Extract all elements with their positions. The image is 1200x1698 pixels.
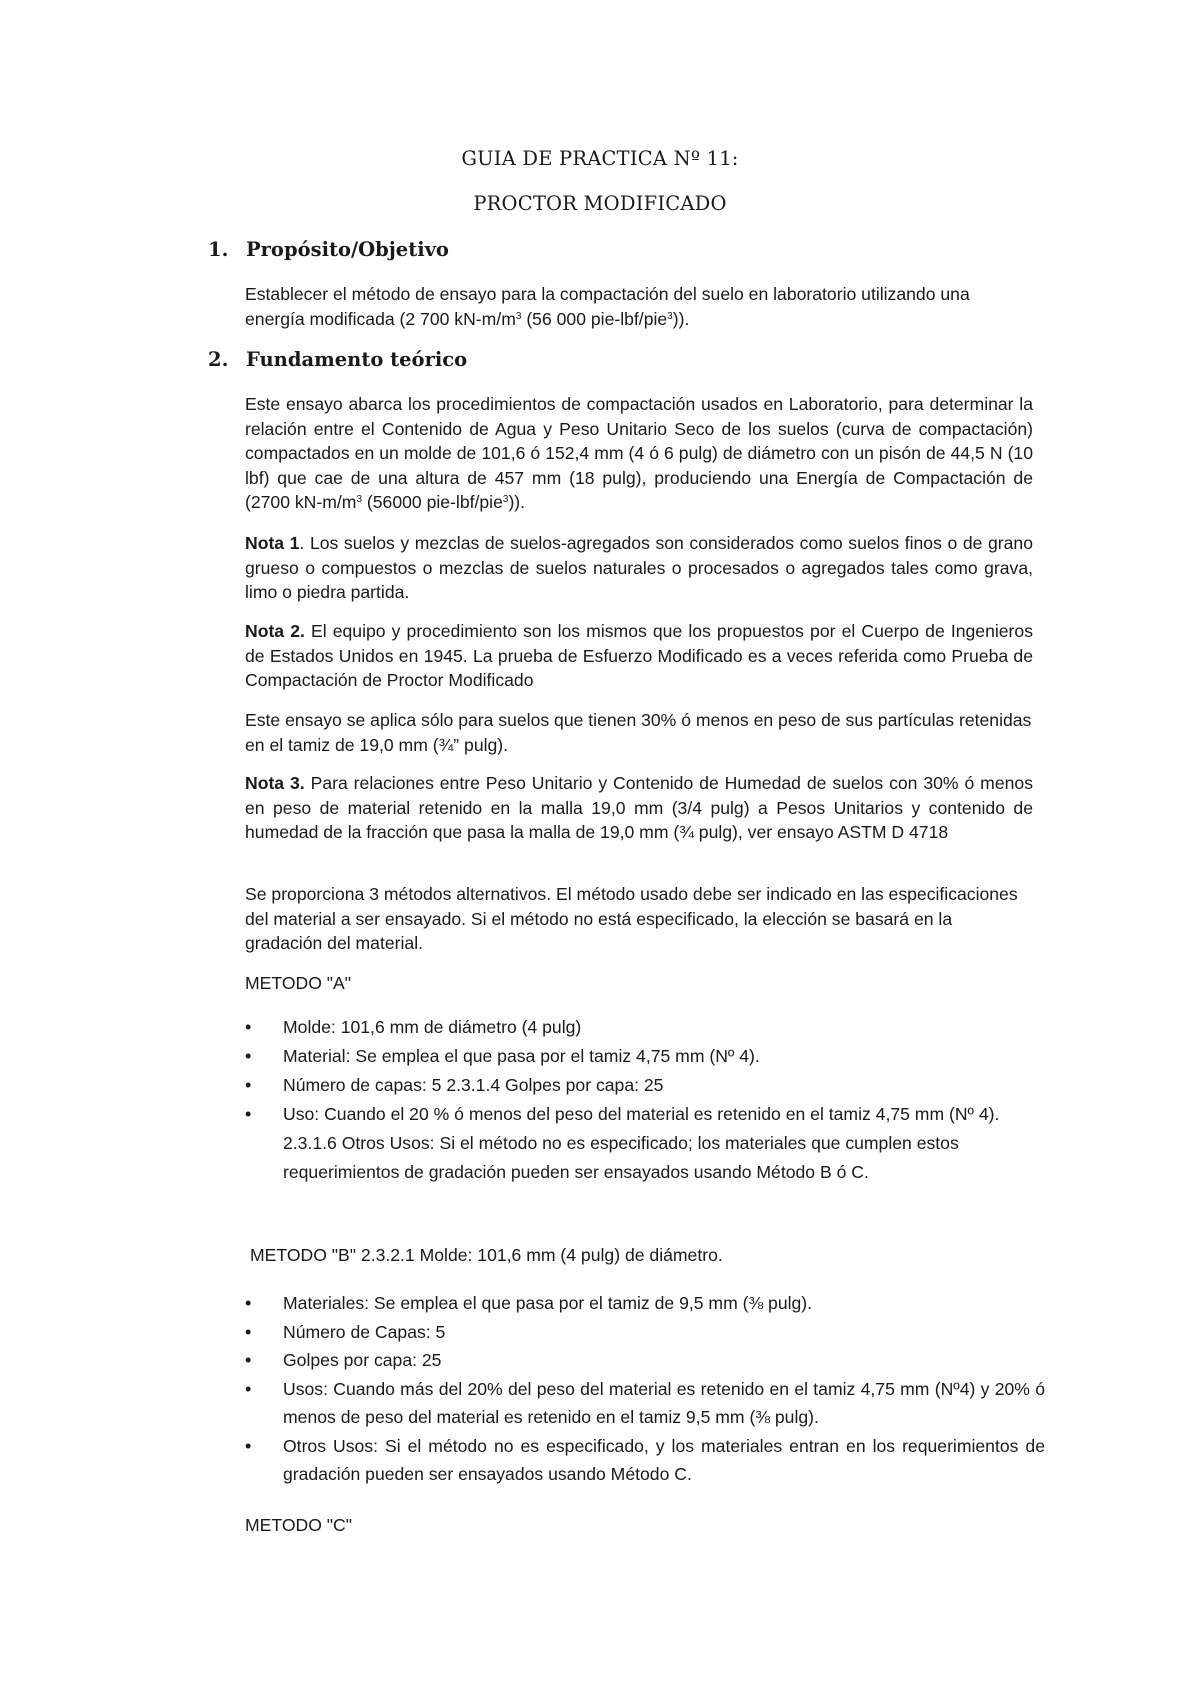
method-a-list — [245, 1013, 1045, 1187]
note-3: Nota 3. Para relaciones entre Peso Unitario y Contenido de Humedad de suelos con 30% ó menos en peso de material retenido en la malla 19,0 mm (3/4 pulg) a Pesos Unitarios y contenido de humedad de la fracción que pasa la malla de 19,0 mm (¾ pulg), ver ensayo ASTM D 4718 — [245, 773, 1033, 842]
method-b-list — [245, 1289, 1045, 1489]
list-item: • Usos: Cuando más del 20% del peso del material es retenido en el tamiz 4,75 mm (Nº4) y 20% ó menos de peso del material es retenido en el tamiz 9,5 mm (⅜ pulg). — [245, 1375, 1045, 1432]
section-number: 1. — [208, 238, 229, 261]
section-number: 2. — [208, 348, 229, 371]
page-title: GUIA DE PRACTICA Nº 11: — [461, 147, 739, 170]
list-item: • Uso: Cuando el 20 % ó menos del peso del material es retenido en el tamiz 4,75 mm (Nº 4). 2.3.1.6 Otros Usos: Si el método no es especificado; los materiales que cumplen estos requerimientos de gradación pueden ser ensayados usando Método B ó C. — [245, 1100, 1045, 1187]
list-item: • Número de capas: 5 2.3.1.4 Golpes por capa: 25 — [245, 1071, 1045, 1100]
theory-paragraph: Este ensayo abarca los procedimientos de compactación usados en Laboratorio, para determinar la relación entre el Contenido de Agua y Peso Unitario Seco de los suelos (curva de compactación) compactados en un molde de 101,6 ó 152,4 mm (4 ó 6 pulg) de diámetro con un pisón de 44,5 N (10 lbf) que cae de una altura de 457 mm (18 pulg), produciendo una Energía de Compactación de (2700 $kN-m/m^3$ (56000 pie-lbf/pie$^3$)). — [245, 394, 1033, 512]
note-label: Nota 3. — [245, 773, 305, 793]
note-2: Nota 2. El equipo y procedimiento son los mismos que los propuestos por el Cuerpo de Ingenieros de Estados Unidos en 1945. La prueba de Esfuerzo Modificado es a veces referida como Prueba de Compactación de Proctor Modificado — [245, 621, 1033, 690]
methods-paragraph: Se proporciona 3 métodos alternativos. El método usado debe ser indicado en las especificaciones del material a ser ensayado. Si el método no está especificado, la elección se basará en la gradación del material. — [245, 884, 1018, 953]
section-title: Fundamento teórico — [246, 348, 468, 371]
note-label: Nota 1 — [245, 533, 300, 553]
page-subtitle: PROCTOR MODIFICADO — [473, 192, 727, 215]
list-item: • Materiales: Se emplea el que pasa por el tamiz de 9,5 mm (⅜ pulg). — [245, 1289, 1045, 1318]
method-a-heading: METODO "A" — [245, 973, 352, 993]
list-item: • Número de Capas: 5 — [245, 1318, 1045, 1347]
section-heading-objective — [208, 238, 449, 261]
list-item: • Molde: 101,6 mm de diámetro (4 pulg) — [245, 1013, 1045, 1042]
objective-paragraph: Establecer el método de ensayo para la compactación del suelo en laboratorio utilizando una energía modificada (2 700 $kN-m/m^3$ (56 000 pie-lbf/pie$^3$)). — [245, 284, 970, 329]
section-heading-theory — [208, 348, 467, 371]
section-title: Propósito/Objetivo — [246, 238, 449, 261]
applies-paragraph: Este ensayo se aplica sólo para suelos que tienen 30% ó menos en peso de sus partículas retenidas en el tamiz de 19,0 mm (¾” pulg). — [245, 710, 1032, 755]
list-item: • Golpes por capa: 25 — [245, 1346, 1045, 1375]
list-item: • Material: Se emplea el que pasa por el tamiz 4,75 mm (Nº 4). — [245, 1042, 1045, 1071]
list-item: • Otros Usos: Si el método no es especificado, y los materiales entran en los requerimientos de gradación pueden ser ensayados usando Método C. — [245, 1432, 1045, 1489]
note-label: Nota 2. — [245, 621, 305, 641]
method-b-heading: METODO "B" 2.3.2.1 Molde: 101,6 mm (4 pulg) de diámetro. — [250, 1245, 723, 1265]
method-c-heading: METODO "C" — [245, 1515, 352, 1535]
note-1: Nota 1. Los suelos y mezclas de suelos-agregados son considerados como suelos finos o de grano grueso o compuestos o mezclas de suelos naturales o procesados o agregados tales como grava, limo o piedra partida. — [245, 533, 1033, 602]
